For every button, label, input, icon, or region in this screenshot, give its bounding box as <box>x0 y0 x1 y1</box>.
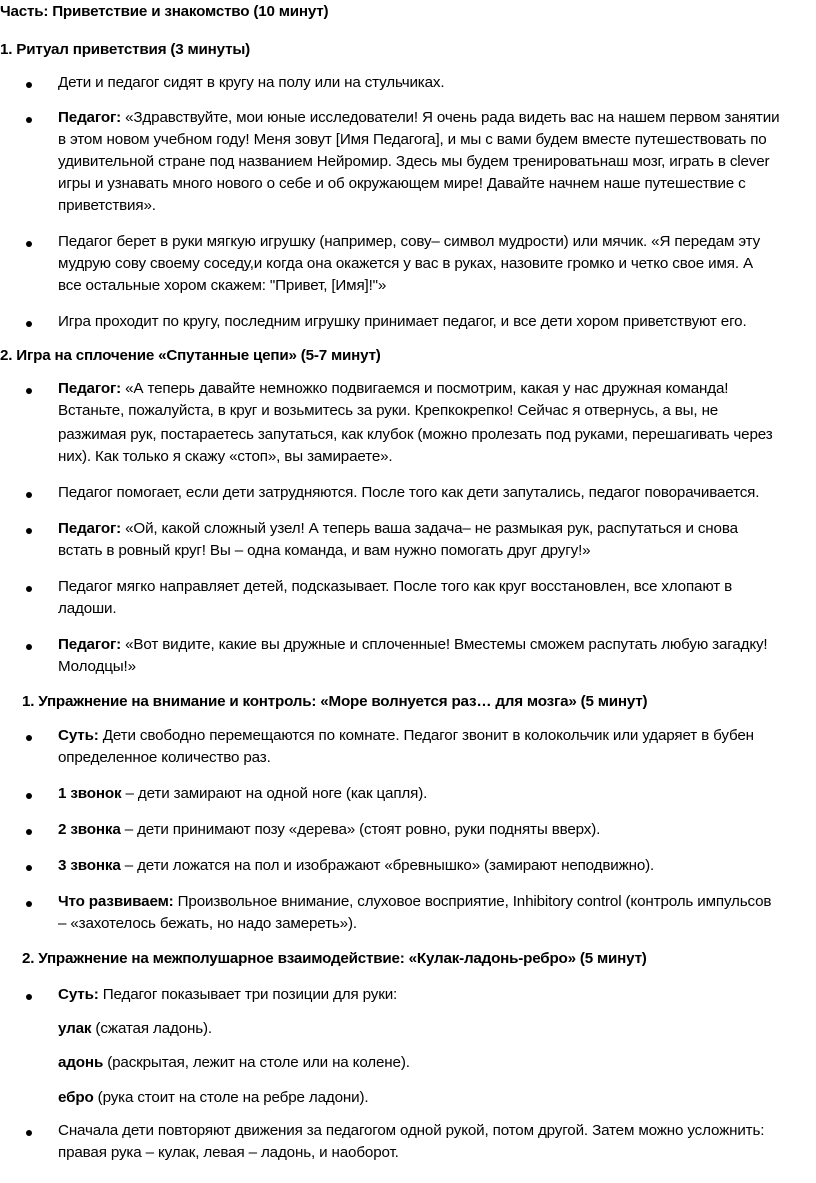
position-line <box>58 1088 368 1108</box>
item-label: 2 звонка <box>58 821 121 838</box>
speaker-label: Педагог: <box>58 380 122 397</box>
text-line: – дети принимают позу «дерева» (стоят ровно, руки подняты вверх). <box>120 821 601 838</box>
item-text: Дети и педагог сидят в кругу на полу или на стульчиках. <box>58 74 445 91</box>
item-text <box>58 892 771 912</box>
text-line: «Ой, какой сложный узел! А теперь ваша задача– не размыкая рук, распутаться и снова <box>121 520 738 537</box>
item-text: все остальные хором скажем: "Привет, [Имя]!"» <box>58 277 387 294</box>
item-text: игры и узнавать много нового о себе и об окружающем мире! Давайте начнем наше путешествие с <box>58 175 746 192</box>
item-text <box>58 820 600 840</box>
section-heading: 2. Игра на сплочение «Спутанные цепи» (5-7 минут) <box>0 347 381 364</box>
text-line: Дети свободно перемещаются по комнате. Педагог звонит в колокольчик или ударяет в бубен <box>98 727 754 744</box>
item-text: удивительной стране под названием Нейромир. Здесь мы будем тренироватьнаш мозг, играть в clever <box>58 153 770 170</box>
bullet-icon <box>26 82 32 88</box>
speaker-label: Педагог: <box>58 520 122 537</box>
item-text: Педагог берет в руки мягкую игрушку (например, сову– символ мудрости) или мячик. «Я передам эту <box>58 233 761 250</box>
text-line: – дети замирают на одной ноге (как цапля). <box>121 785 428 802</box>
item-text: в этом новом учебном году! Меня зовут [Имя Педагога], и мы с вами будем вместе путешествовать по <box>58 131 767 148</box>
item-label: улак <box>58 1020 92 1037</box>
item-text <box>58 379 728 399</box>
item-label: ебро <box>58 1089 94 1106</box>
speaker-label: Педагог: <box>58 636 122 653</box>
part-title: Часть: Приветствие и знакомство (10 минут) <box>0 3 329 20</box>
item-text <box>58 635 768 655</box>
item-text: приветствия». <box>58 197 156 214</box>
text-line: «Вот видите, какие вы дружные и сплоченные! Вместемы сможем распутать любую загадку! <box>121 636 768 653</box>
item-label: Суть: <box>58 727 99 744</box>
bullet-icon <box>26 388 32 394</box>
item-text: встать в ровный круг! Вы – одна команда, и вам нужно помогать друг другу!» <box>58 542 591 559</box>
item-text <box>58 985 397 1005</box>
item-text: Молодцы!» <box>58 658 136 675</box>
text-line: (сжатая ладонь). <box>91 1020 212 1037</box>
bullet-icon <box>26 829 32 835</box>
item-text: Игра проходит по кругу, последним игрушку принимает педагог, и все дети хором приветствуют его. <box>58 313 747 330</box>
item-text: – «захотелось бежать, но надо замереть»). <box>58 915 357 932</box>
item-label: Суть: <box>58 986 99 1003</box>
item-text <box>58 108 779 128</box>
text-line: (рука стоит на столе на ребре ладони). <box>93 1089 369 1106</box>
bullet-icon <box>26 1130 32 1136</box>
section-heading: 1. Упражнение на внимание и контроль: «Море волнуется раз… для мозга» (5 минут) <box>22 693 648 710</box>
bullet-icon <box>26 321 32 327</box>
item-text: Встаньте, пожалуйста, в круг и возьмитесь за руки. Крепкокрепко! Сейчас я отвернусь, а вы, не <box>58 402 719 419</box>
item-label: 1 звонок <box>58 785 122 802</box>
section-heading: 1. Ритуал приветствия (3 минуты) <box>0 41 250 58</box>
item-text: разжимая рук, постараетесь запутаться, как клубок (можно пролезать под руками, перешагивать через <box>58 426 773 443</box>
bullet-icon <box>26 492 32 498</box>
bullet-icon <box>26 793 32 799</box>
item-text <box>58 784 427 804</box>
position-line <box>58 1019 212 1039</box>
item-text <box>58 856 654 876</box>
speaker-label: Педагог: <box>58 109 122 126</box>
bullet-icon <box>26 117 32 123</box>
bullet-icon <box>26 865 32 871</box>
bullet-icon <box>26 901 32 907</box>
bullet-icon <box>26 528 32 534</box>
item-text <box>58 519 738 539</box>
item-text: Сначала дети повторяют движения за педагогом одной рукой, потом другой. Затем можно усложнить: <box>58 1122 765 1139</box>
item-text <box>58 726 754 746</box>
text-line: «Здравствуйте, мои юные исследователи! Я очень рада видеть вас на нашем первом занятии <box>121 109 780 126</box>
text-line: – дети ложатся на пол и изображают «бревнышко» (замирают неподвижно). <box>120 857 655 874</box>
item-text: правая рука – кулак, левая – ладонь, и наоборот. <box>58 1144 399 1161</box>
bullet-icon <box>26 735 32 741</box>
item-text: ладоши. <box>58 600 117 617</box>
bullet-icon <box>26 241 32 247</box>
item-label: адонь <box>58 1054 104 1071</box>
item-text: Педагог помогает, если дети затрудняются. После того как дети запутались, педагог поворачивается. <box>58 484 760 501</box>
text-line: Произвольное внимание, слуховое восприятие, Inhibitory control (контроль импульсов <box>173 893 772 910</box>
position-line <box>58 1053 410 1073</box>
item-text: мудрую сову своему соседу,и когда она окажется у вас в руках, назовите громко и четко свое имя. А <box>58 255 753 272</box>
item-label: 3 звонка <box>58 857 121 874</box>
text-line: Педагог показывает три позиции для руки: <box>98 986 398 1003</box>
bullet-icon <box>26 586 32 592</box>
bullet-icon <box>26 644 32 650</box>
item-text: Педагог мягко направляет детей, подсказывает. После того как круг восстановлен, все хлопают в <box>58 578 733 595</box>
item-label: Что развиваем: <box>58 893 174 910</box>
bullet-icon <box>26 994 32 1000</box>
item-text: определенное количество раз. <box>58 749 271 766</box>
text-line: «А теперь давайте немножко подвигаемся и посмотрим, какая у нас дружная команда! <box>121 380 729 397</box>
text-line: (раскрытая, лежит на столе или на колене). <box>103 1054 410 1071</box>
section-heading: 2. Упражнение на межполушарное взаимодействие: «Кулак-ладонь-ребро» (5 минут) <box>22 950 647 967</box>
item-text: них). Как только я скажу «стоп», вы замираете». <box>58 448 393 465</box>
